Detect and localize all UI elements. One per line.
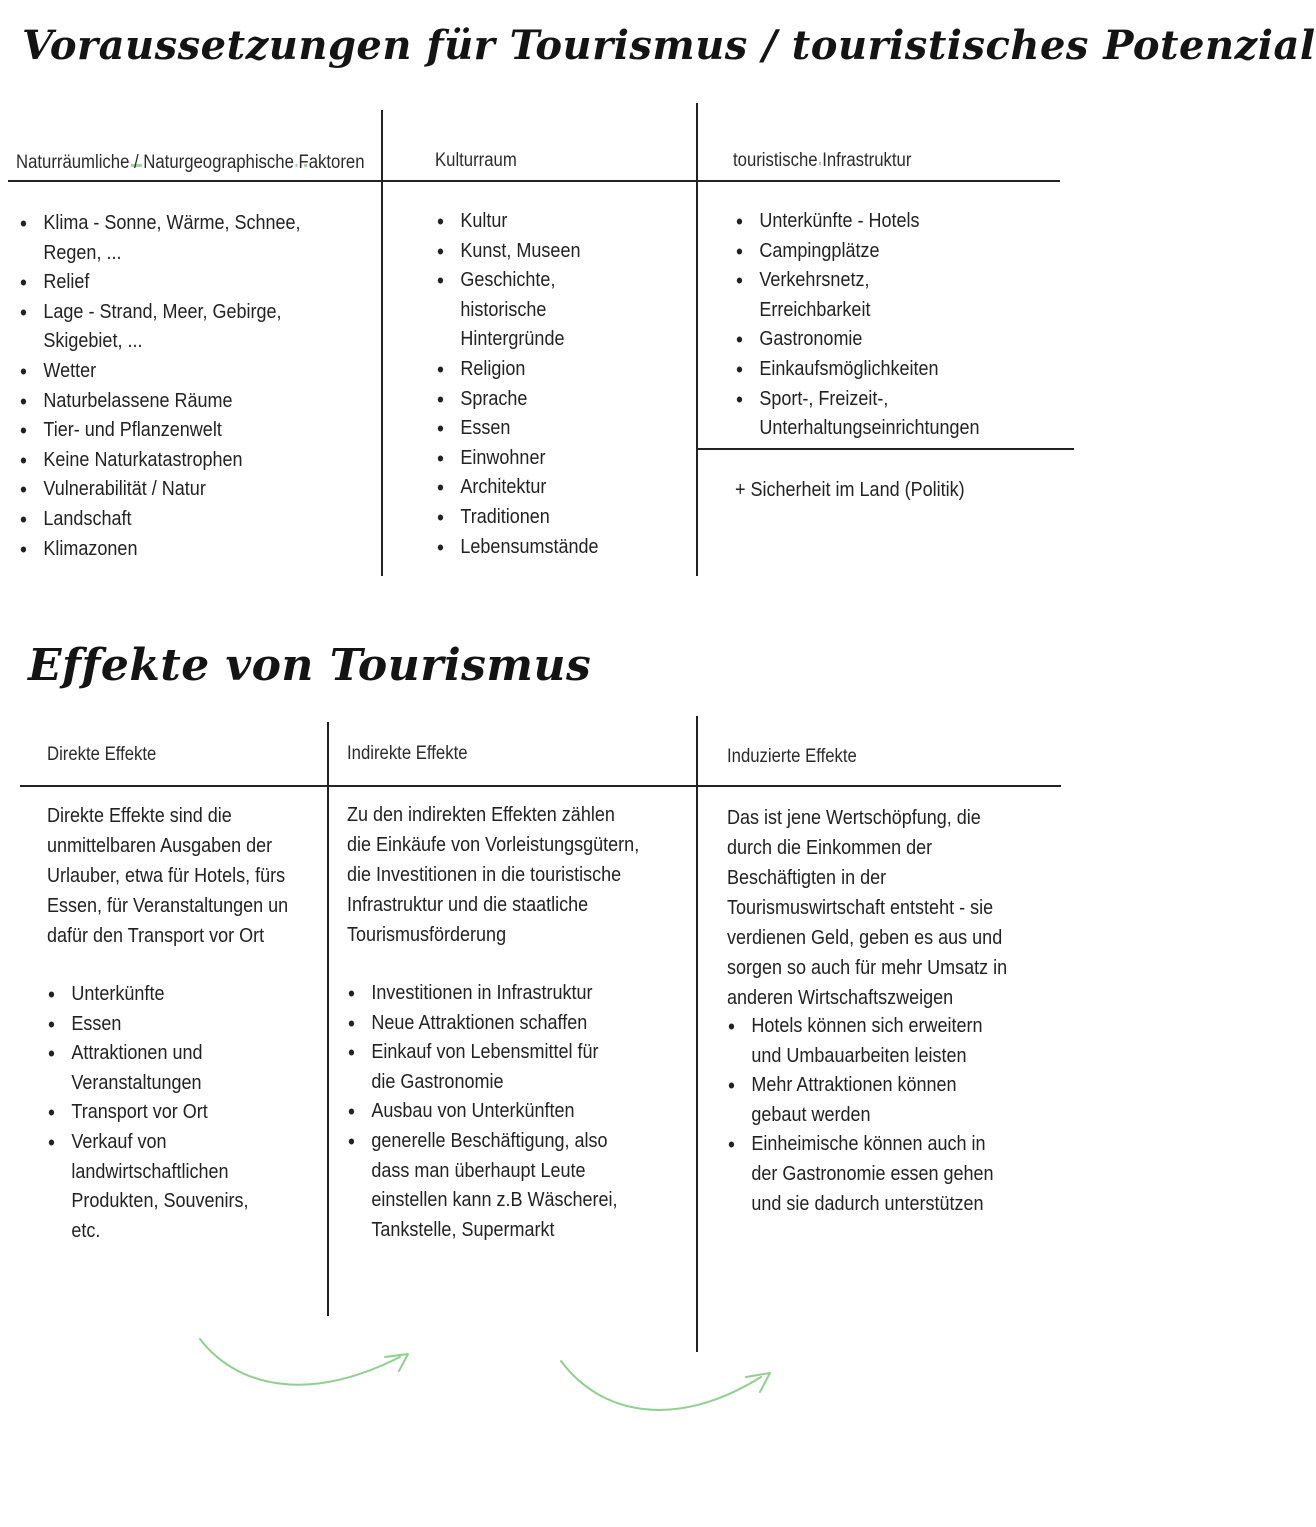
list-item: • Hotels können sich erweitern und Umbauarbeiten leisten <box>728 1012 1016 1071</box>
list-item: • Unterkünfte - Hotels <box>736 207 979 237</box>
divider <box>327 722 329 1316</box>
list-item: • Investitionen in Infrastruktur <box>348 979 627 1009</box>
infrastructure-list <box>736 207 1006 444</box>
direct-effects-description: Direkte Effekte sind die unmittelbaren Ausgaben der Urlauber, etwa für Hotels, fürs Essen, für Veranstaltungen un dafür den Transport vor Ort <box>47 805 289 947</box>
column-heading-induced: Induzierte Effekte <box>727 746 857 767</box>
culture-list <box>437 207 667 562</box>
list-item: • Kunst, Museen <box>437 237 644 267</box>
list-item: • Sport-, Freizeit-, Unterhaltungseinrichtungen <box>736 385 979 444</box>
list-item: • Einwohner <box>437 444 644 474</box>
divider <box>696 103 698 576</box>
list-item: • Unterkünfte <box>48 980 273 1010</box>
list-item: • Attraktionen und Veranstaltungen <box>48 1039 273 1098</box>
list-item: • Landschaft <box>20 505 344 535</box>
list-item: • Lebensumstände <box>437 533 644 563</box>
list-item: • Wetter <box>20 357 344 387</box>
list-item: • Traditionen <box>437 503 644 533</box>
indirect-effects-list <box>348 979 658 1245</box>
induced-effects-description: Das ist jene Wertschöpfung, die durch die Einkommen der Beschäftigten in der Tourismuswirtschaft entsteht - sie verdienen Geld, geben es aus und sorgen so auch für mehr Umsatz in anderen Wirtschaftszweigen <box>727 807 1008 1009</box>
section1-title: Voraussetzungen für Tourismus / touristisches Potenzial <box>22 22 1316 69</box>
list-item: • Transport vor Ort <box>48 1098 273 1128</box>
list-item: • Neue Attraktionen schaffen <box>348 1009 627 1039</box>
list-item: • Tier- und Pflanzenwelt <box>20 416 344 446</box>
list-item: • Ausbau von Unterkünften <box>348 1097 627 1127</box>
list-item: • Architektur <box>437 473 644 503</box>
column-heading-culture: Kulturraum <box>435 150 517 171</box>
divider <box>696 716 698 1352</box>
list-item: • generelle Beschäftigung, also dass man überhaupt Leute einstellen kann z.B Wäscherei, Tankstelle, Supermarkt <box>348 1127 627 1245</box>
list-item: • Essen <box>48 1010 273 1040</box>
list-item: • Relief <box>20 268 344 298</box>
list-item: • Geschichte, historische Hintergründe <box>437 266 644 355</box>
column-heading-direct: Direkte Effekte <box>47 744 157 765</box>
list-item: • Klimazonen <box>20 535 344 565</box>
list-item: • Einkaufsmöglichkeiten <box>736 355 979 385</box>
list-item: • Essen <box>437 414 644 444</box>
list-item: • Einheimische können auch in der Gastronomie essen gehen und sie dadurch unterstützen <box>728 1130 1016 1219</box>
column-heading-infrastructure: touristische Infrastruktur <box>733 150 912 171</box>
list-item: • Einkauf von Lebensmittel für die Gastronomie <box>348 1038 627 1097</box>
direct-effects-list <box>48 980 298 1246</box>
list-item: • Keine Naturkatastrophen <box>20 446 344 476</box>
column-heading-natural-factors: Naturräumliche / Naturgeographische Faktoren <box>16 152 365 173</box>
list-item: • Verkauf von landwirtschaftlichen Produkten, Souvenirs, etc. <box>48 1128 273 1246</box>
list-item: • Naturbelassene Räume <box>20 387 344 417</box>
list-item: • Vulnerabilität / Natur <box>20 475 344 505</box>
list-item: • Religion <box>437 355 644 385</box>
list-item: • Mehr Attraktionen können gebaut werden <box>728 1071 1016 1130</box>
list-item: • Verkehrsnetz, Erreichbarkeit <box>736 266 979 325</box>
list-item: • Sprache <box>437 385 644 415</box>
natural-factors-list <box>20 209 380 564</box>
indirect-effects-description: Zu den indirekten Effekten zählen die Einkäufe von Vorleistungsgütern, die Investitionen in die touristische Infrastruktur und die staatliche Tourismusförderung <box>347 804 640 946</box>
divider <box>698 448 1074 450</box>
list-item: • Gastronomie <box>736 325 979 355</box>
list-item: • Kultur <box>437 207 644 237</box>
list-item: • Lage - Strand, Meer, Gebirge, Skigebiet, ... <box>20 298 344 357</box>
divider <box>8 180 1060 182</box>
arrow-icon <box>195 1335 425 1405</box>
column-heading-indirect: Indirekte Effekte <box>347 743 468 764</box>
divider <box>20 785 1061 787</box>
list-item: • Campingplätze <box>736 237 979 267</box>
induced-effects-list <box>728 1012 1048 1219</box>
arrow-icon <box>556 1355 786 1425</box>
list-item: • Klima - Sonne, Wärme, Schnee, Regen, ... <box>20 209 344 268</box>
section2-title: Effekte von Tourismus <box>28 640 592 691</box>
security-note: + Sicherheit im Land (Politik) <box>735 479 965 501</box>
